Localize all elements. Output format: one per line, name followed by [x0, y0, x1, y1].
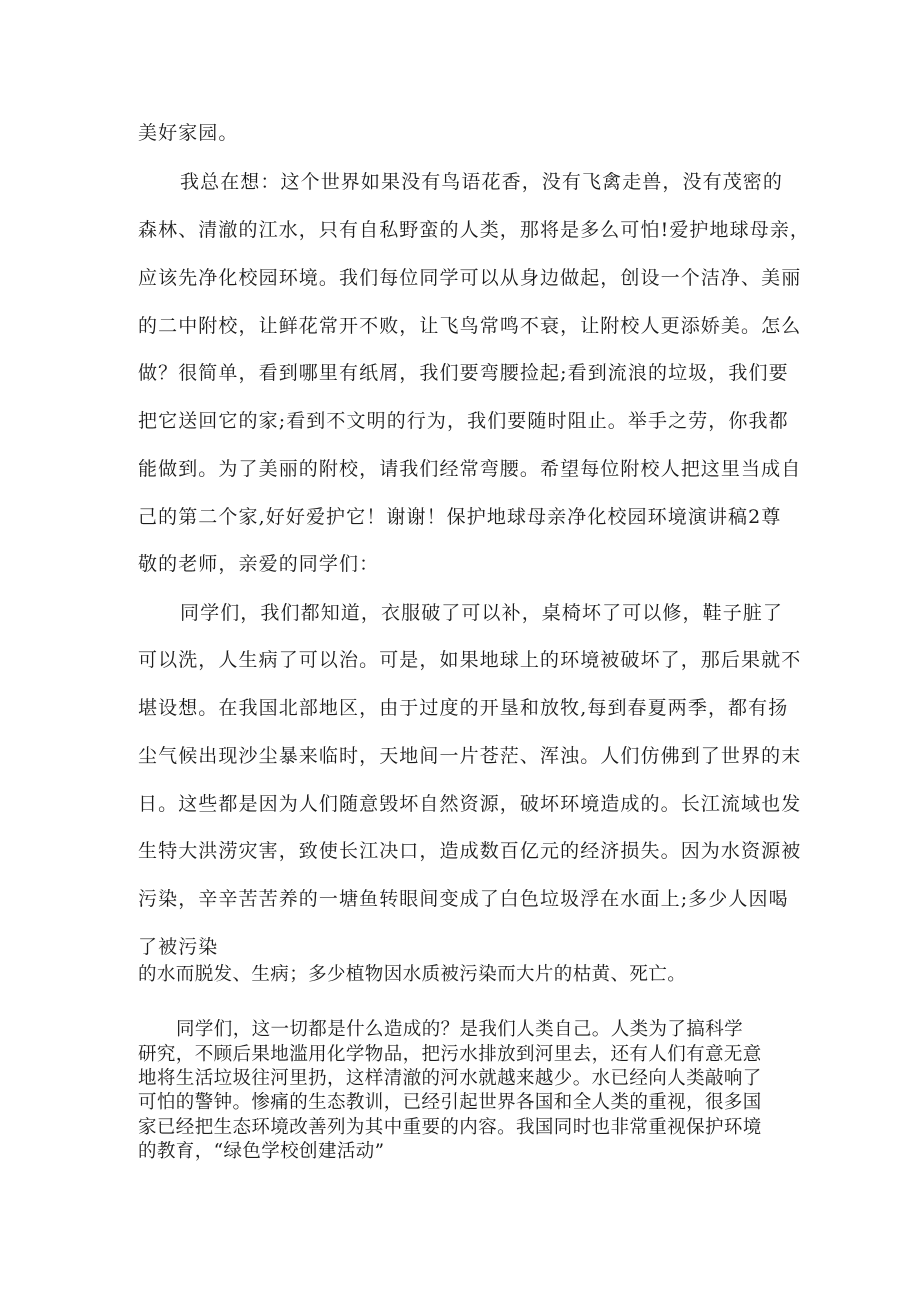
- text-line: 的水而脱发、生病；多少植物因水质被污染而大片的枯黄、死亡。: [138, 964, 687, 985]
- text-line: 了被污染: [138, 936, 219, 958]
- text-line: 把它送回它的家;看到不文明的行为，我们要随时阻止。举手之劳，你我都: [138, 410, 789, 432]
- text-line: 地将生活垃圾往河里扔，这样清澈的河水就越来越少。水已经向人类敲响了: [138, 1068, 762, 1089]
- text-line: 研究，不顾后果地滥用化学物品，把污水排放到河里去，还有人们有意无意: [138, 1044, 762, 1065]
- text-line: 同学们，我们都知道，衣服破了可以补，桌椅坏了可以修，鞋子脏了: [180, 602, 784, 624]
- text-line: 己的第二个家,好好爱护它！谢谢！保护地球母亲净化校园环境演讲稿2尊: [138, 506, 782, 528]
- text-line: 堪设想。在我国北部地区，由于过度的开垦和放牧,每到春夏两季，都有扬: [138, 697, 789, 719]
- text-line: 的教育，“绿色学校创建活动”: [138, 1141, 385, 1162]
- text-line: 生特大洪涝灾害，致使长江决口，造成数百亿元的经济损失。因为水资源被: [138, 840, 802, 862]
- text-line: 可以洗，人生病了可以治。可是，如果地球上的环境被破坏了，那后果就不: [138, 649, 802, 671]
- text-line: 森林、清澈的江水，只有自私野蛮的人类，那将是多么可怕!爱护地球母亲，: [138, 219, 811, 241]
- text-line: 尘气候出现沙尘暴来临时，天地间一片苍茫、浑浊。人们仿佛到了世界的末: [138, 745, 802, 767]
- text-line: 应该先净化校园环境。我们每位同学可以从身边做起，创设一个洁净、美丽: [138, 267, 802, 289]
- text-line: 我总在想：这个世界如果没有鸟语花香，没有飞禽走兽，没有茂密的: [180, 171, 784, 193]
- text-line: 美好家园。: [138, 122, 239, 144]
- text-line: 能做到。为了美丽的附校，请我们经常弯腰。希望每位附校人把这里当成自: [138, 458, 802, 480]
- text-line: 敬的老师，亲爱的同学们：: [138, 553, 380, 575]
- text-line: 同学们，这一切都是什么造成的？是我们人类自己。人类为了搞科学: [176, 1019, 744, 1040]
- text-line: 家已经把生态环境改善列为其中重要的内容。我国同时也非常重视保护环境: [138, 1117, 762, 1138]
- text-line: 可怕的警钟。惨痛的生态教训，已经引起世界各国和全人类的重视，很多国: [138, 1092, 762, 1113]
- text-line: 的二中附校，让鲜花常开不败，让飞鸟常鸣不衰，让附校人更添娇美。怎么: [138, 315, 802, 337]
- text-line: 做？很简单，看到哪里有纸屑，我们要弯腰捡起;看到流浪的垃圾，我们要: [138, 362, 789, 384]
- text-line: 日。这些都是因为人们随意毁坏自然资源，破坏环境造成的。长江流域也发: [138, 793, 802, 815]
- text-line: 污染，辛辛苦苦养的一塘鱼转眼间变成了白色垃圾浮在水面上;多少人因喝: [138, 888, 789, 910]
